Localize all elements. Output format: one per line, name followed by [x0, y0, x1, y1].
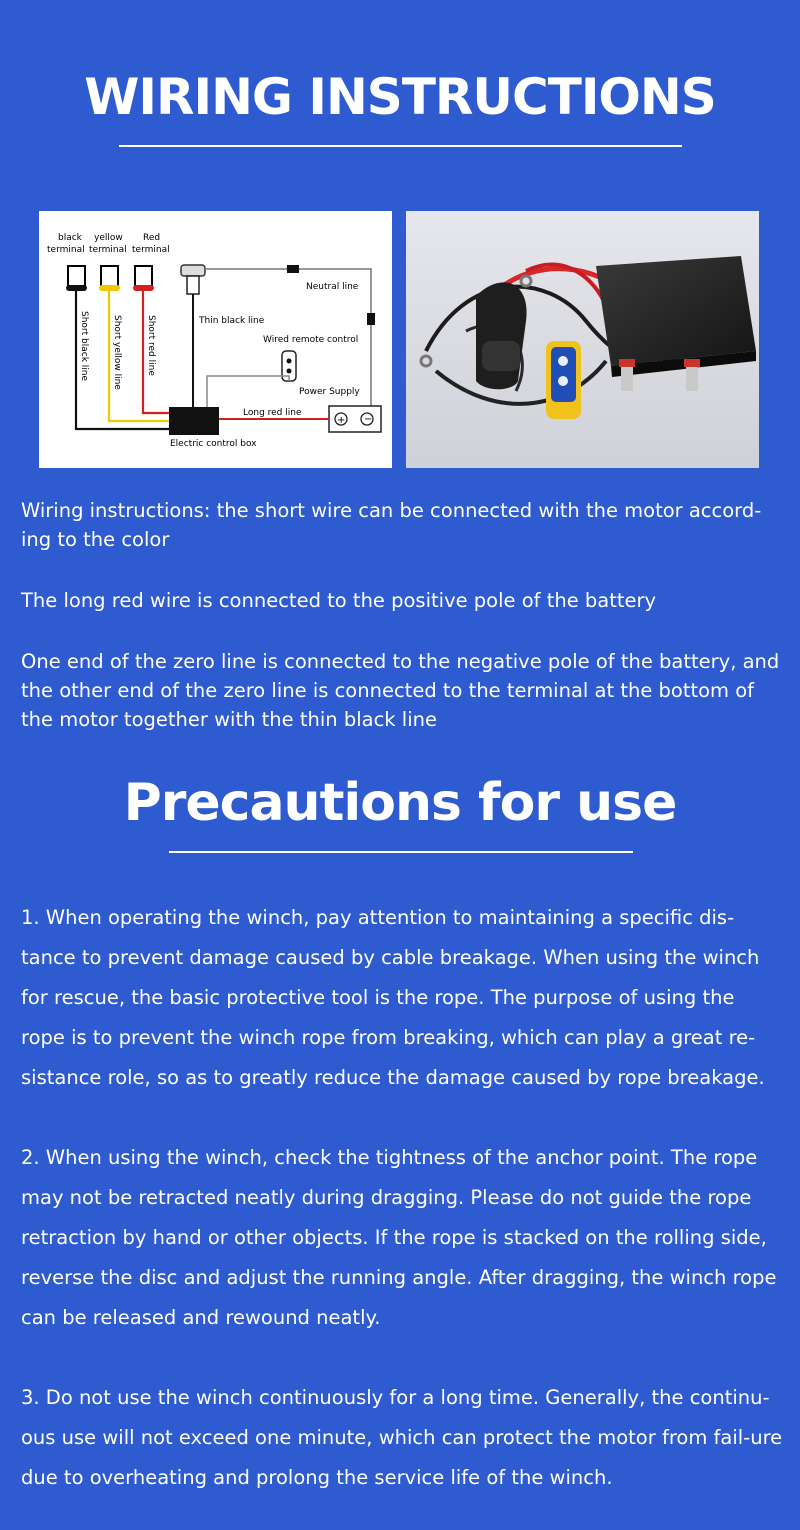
wired-remote [476, 282, 527, 389]
wiring-instruction-1: Wiring instructions: the short wire can be connected with the motor accord-ing to the color [21, 499, 762, 551]
black-terminal-cap [66, 285, 87, 291]
control-box-icon [169, 407, 219, 435]
short-black-line-label: Short black line [79, 311, 89, 382]
control-box [596, 256, 756, 366]
power-supply-label: Power Supply [299, 387, 360, 397]
thin-black-terminal [187, 276, 199, 294]
product-photo [406, 211, 759, 468]
wired-remote-panel [482, 341, 520, 371]
neutral-line-label: Neutral line [306, 282, 359, 292]
red-terminal [135, 266, 152, 286]
wiring-diagram [39, 211, 392, 468]
positive-symbol-icon: + [337, 415, 346, 426]
terminal-cap-2 [684, 359, 700, 367]
red-terminal-cap [133, 285, 154, 291]
wiring-instruction-3: One end of the zero line is connected to the negative pole of the battery, and the other end of the zero line is connected to the terminal at the bottom of the motor together with the thin black line [21, 650, 780, 731]
precaution-item-3: 3. Do not use the winch continuously for a long time. Generally, the continu-ous use will not exceed one minute, which can protect the motor from fail-ure due to overheating and prolong the service life of the winch. [21, 1386, 783, 1489]
electric-control-box-label: Electric control box [170, 439, 257, 449]
neutral-fuse-side [367, 313, 375, 325]
remote-wire [207, 376, 289, 411]
short-red-line-label: Short red line [146, 315, 156, 376]
label-red: Red [143, 233, 161, 243]
precaution-item-2: 2. When using the winch, check the tightness of the anchor point. The rope may not be retracted neatly during dragging. Please do not guide the rope retraction by hand or other objects. If the rope is stacked on the rolling side, reverse the disc and adjust the running angle. After dragging, the winch rope can be released and rewound neatly. [21, 1146, 777, 1329]
label-terminal-yellow: terminal [89, 245, 127, 255]
label-yellow: yellow [94, 233, 123, 243]
title-underline [119, 145, 682, 147]
thin-black-line-label: Thin black line [199, 316, 265, 326]
wireless-button-2 [558, 376, 568, 386]
wired-remote-control-label: Wired remote control [263, 335, 359, 345]
remote-button-1 [287, 359, 292, 364]
terminal-cap-1 [619, 359, 635, 367]
label-terminal-black: terminal [47, 245, 85, 255]
thin-black-connector [181, 265, 205, 276]
remote-button-2 [287, 369, 292, 374]
short-yellow-line-label: Short yellow line [112, 315, 122, 390]
product-photo-illustration [406, 211, 759, 468]
wireless-button-1 [558, 356, 568, 366]
yellow-terminal-cap [99, 285, 120, 291]
wiring-instruction-2: The long red wire is connected to the positive pole of the battery [21, 589, 657, 612]
negative-symbol-icon: − [364, 414, 373, 425]
precaution-item-1: 1. When operating the winch, pay attention to maintaining a specific dis-tance to prevent damage caused by cable breakage. When using the winch for rescue, the basic protective tool is the rope. The purpose of using the rope is to prevent the winch rope from breaking, which can play a great re-sistance role, so as to greatly reduce the damage caused by rope breakage. [21, 906, 765, 1089]
wireless-remote-face [551, 347, 576, 402]
precautions-title: Precautions for use [123, 773, 677, 833]
wiring-diagram-svg [39, 211, 392, 468]
label-terminal-red: terminal [132, 245, 170, 255]
long-red-line-label: Long red line [243, 408, 302, 418]
page-title: WIRING INSTRUCTIONS [84, 68, 716, 126]
neutral-fuse-top [287, 265, 299, 273]
label-black: black [58, 233, 82, 243]
precautions-underline [169, 851, 633, 853]
yellow-terminal [101, 266, 118, 286]
black-terminal [68, 266, 85, 286]
